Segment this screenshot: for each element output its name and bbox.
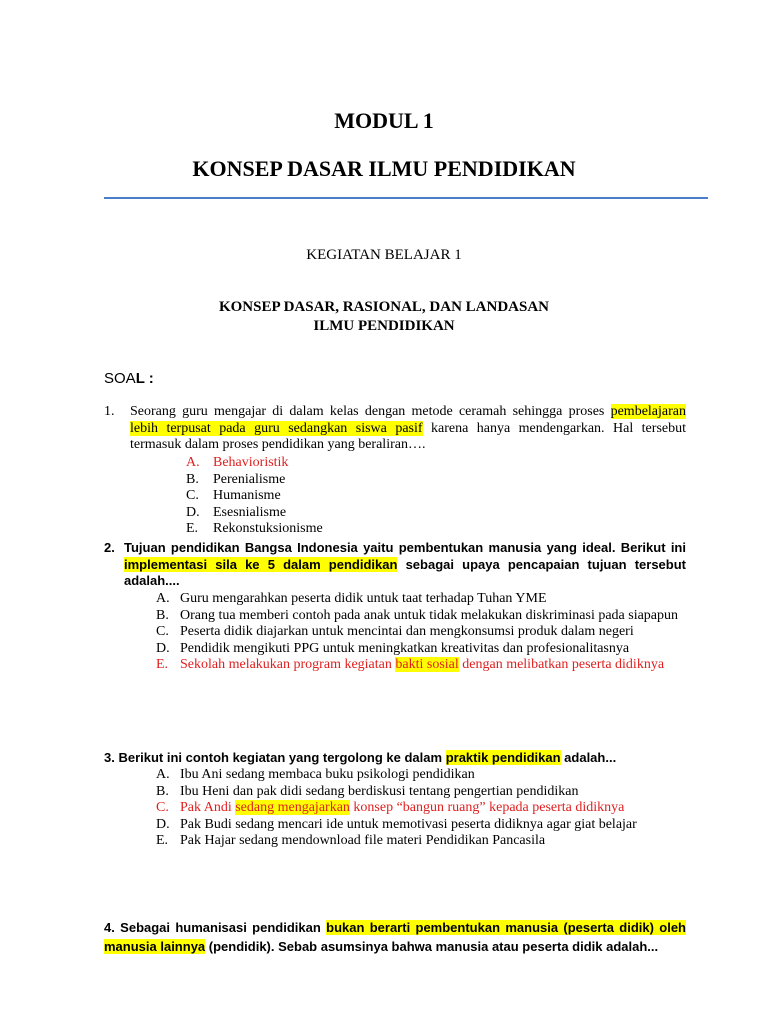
q3-text-b: adalah... [560,750,617,765]
q3-option-b [156,784,686,801]
q1-option-b [186,472,323,489]
option-letter: C. [156,624,169,639]
option-text [180,800,686,817]
option-letter: E. [186,521,199,536]
option-text: Perenialisme [213,471,286,487]
q3-number: 3. [104,750,115,765]
q2-text [104,540,686,590]
soal-label-b: L : [135,370,154,387]
soal-label-a: SOA [104,370,136,387]
option-text: Rekonstuksionisme [213,521,323,536]
option-text: Esesnialisme [213,504,287,520]
q3-highlight: praktik pendidikan [445,750,561,765]
q2-option-b [156,608,686,625]
module-title: KONSEP DASAR ILMU PENDIDIKAN [192,156,576,181]
subtitle-line-2: ILMU PENDIDIKAN [313,318,455,334]
option-text: Guru mengarahkan peserta didik untuk taat terhadap Tuhan YME [180,591,547,606]
option-letter: B. [156,607,169,623]
module-number: MODUL 1 [334,108,434,133]
q3-option-c-text-b: konsep “bangun ruang” kepada peserta didiknya [349,800,625,815]
option-letter: D. [186,504,200,520]
option-letter: E. [156,657,169,672]
q3-option-e [156,833,686,850]
q2-option-e [156,657,686,674]
subtitle-line-1: KONSEP DASAR, RASIONAL, DAN LANDASAN [218,299,550,315]
q3-option-c-text-a: Pak Andi [180,800,236,815]
option-letter: B. [186,471,199,487]
q2-number: 2. [104,540,115,555]
option-text: Humanisme [213,488,281,503]
q2-option-e-text-b: dengan melibatkan peserta didiknya [458,657,665,672]
option-text: Ibu Heni dan pak didi sedang berdiskusi tentang pengertian pendidikan [180,783,579,799]
q2-option-c [156,624,686,641]
q1-text [130,404,686,454]
option-text: Pak Budi sedang mencari ide untuk memotivasi peserta didiknya agar giat belajar [180,816,637,832]
q1-option-a [186,455,323,472]
option-letter: E. [156,833,169,848]
q2-option-d [156,641,686,658]
option-text: Behavioristik [213,455,289,470]
option-letter: A. [156,767,170,782]
q1-text-b: karena hanya mendengarkan. Hal tersebut termasuk dalam proses pendidikan yang beraliran…. [130,420,686,452]
subtitle [0,298,768,336]
q1-option-d [186,505,323,522]
option-letter: A. [186,455,200,470]
option-letter: D. [156,640,170,656]
option-letter: B. [156,783,169,799]
q3-option-c [156,800,686,817]
q2-option-e-highlight: bakti sosial [395,657,459,672]
q4-text-a: Sebagai humanisasi pendidikan [114,920,327,935]
q2-highlight: implementasi sila ke 5 dalam pendidikan [124,556,398,572]
q1-text-a: Seorang guru mengajar di dalam kelas dengan metode ceramah sehingga proses [130,404,611,419]
q1-option-e [186,521,323,538]
q4-number: 4. [104,920,115,935]
q4-highlight-2: manusia lainnya [104,939,206,954]
soal-label [104,370,154,387]
q2-option-e-text-a: Sekolah melakukan program kegiatan [180,657,396,672]
option-text: Pendidik mengikuti PPG untuk meningkatkan kreativitas dan profesionalitasnya [180,640,630,656]
q2-option-a [156,591,686,608]
q2-body [124,540,686,590]
q3-option-c-highlight: sedang mengajarkan [235,800,350,815]
q3-options [156,767,686,850]
option-letter: C. [186,488,199,503]
option-text: Orang tua memberi contoh pada anak untuk tidak melakukan diskriminasi pada siapapun [180,607,679,623]
option-letter: C. [156,800,169,815]
q4-text [104,918,686,956]
q1-options [186,455,323,538]
q1-option-c [186,488,323,505]
kegiatan-heading: KEGIATAN BELAJAR 1 [306,247,462,263]
q3-option-a [156,767,686,784]
option-text [180,657,686,674]
q4-text-b: (pendidik). Sebab asumsinya bahwa manusia atau peserta didik adalah... [205,939,659,954]
q3-text-a: Berikut ini contoh kegiatan yang tergolong ke dalam [114,750,446,765]
title-divider [104,197,708,199]
q2-options [156,591,686,674]
q3-option-d [156,817,686,834]
q1-highlight: pembelajaran lebih terpusat pada guru sedangkan siswa pasif [130,404,686,436]
option-text: Pak Hajar sedang mendownload file materi Pendidikan Pancasila [180,833,546,848]
q2-text-b: sebagai upaya pencapaian tujuan tersebut adalah.... [124,556,686,588]
q4-highlight-1: bukan berarti pembentukan manusia (peserta didik) oleh [326,920,686,935]
option-letter: D. [156,816,170,832]
option-text: Ibu Ani sedang membaca buku psikologi pendidikan [180,767,475,782]
q1-number: 1. [104,404,115,419]
option-text: Peserta didik diajarkan untuk mencintai dan mengkonsumsi produk dalam negeri [180,624,634,639]
option-letter: A. [156,591,170,606]
q3-text [104,750,686,767]
q2-text-a: Tujuan pendidikan Bangsa Indonesia yaitu pembentukan manusia yang ideal. Berikut ini [124,540,686,555]
